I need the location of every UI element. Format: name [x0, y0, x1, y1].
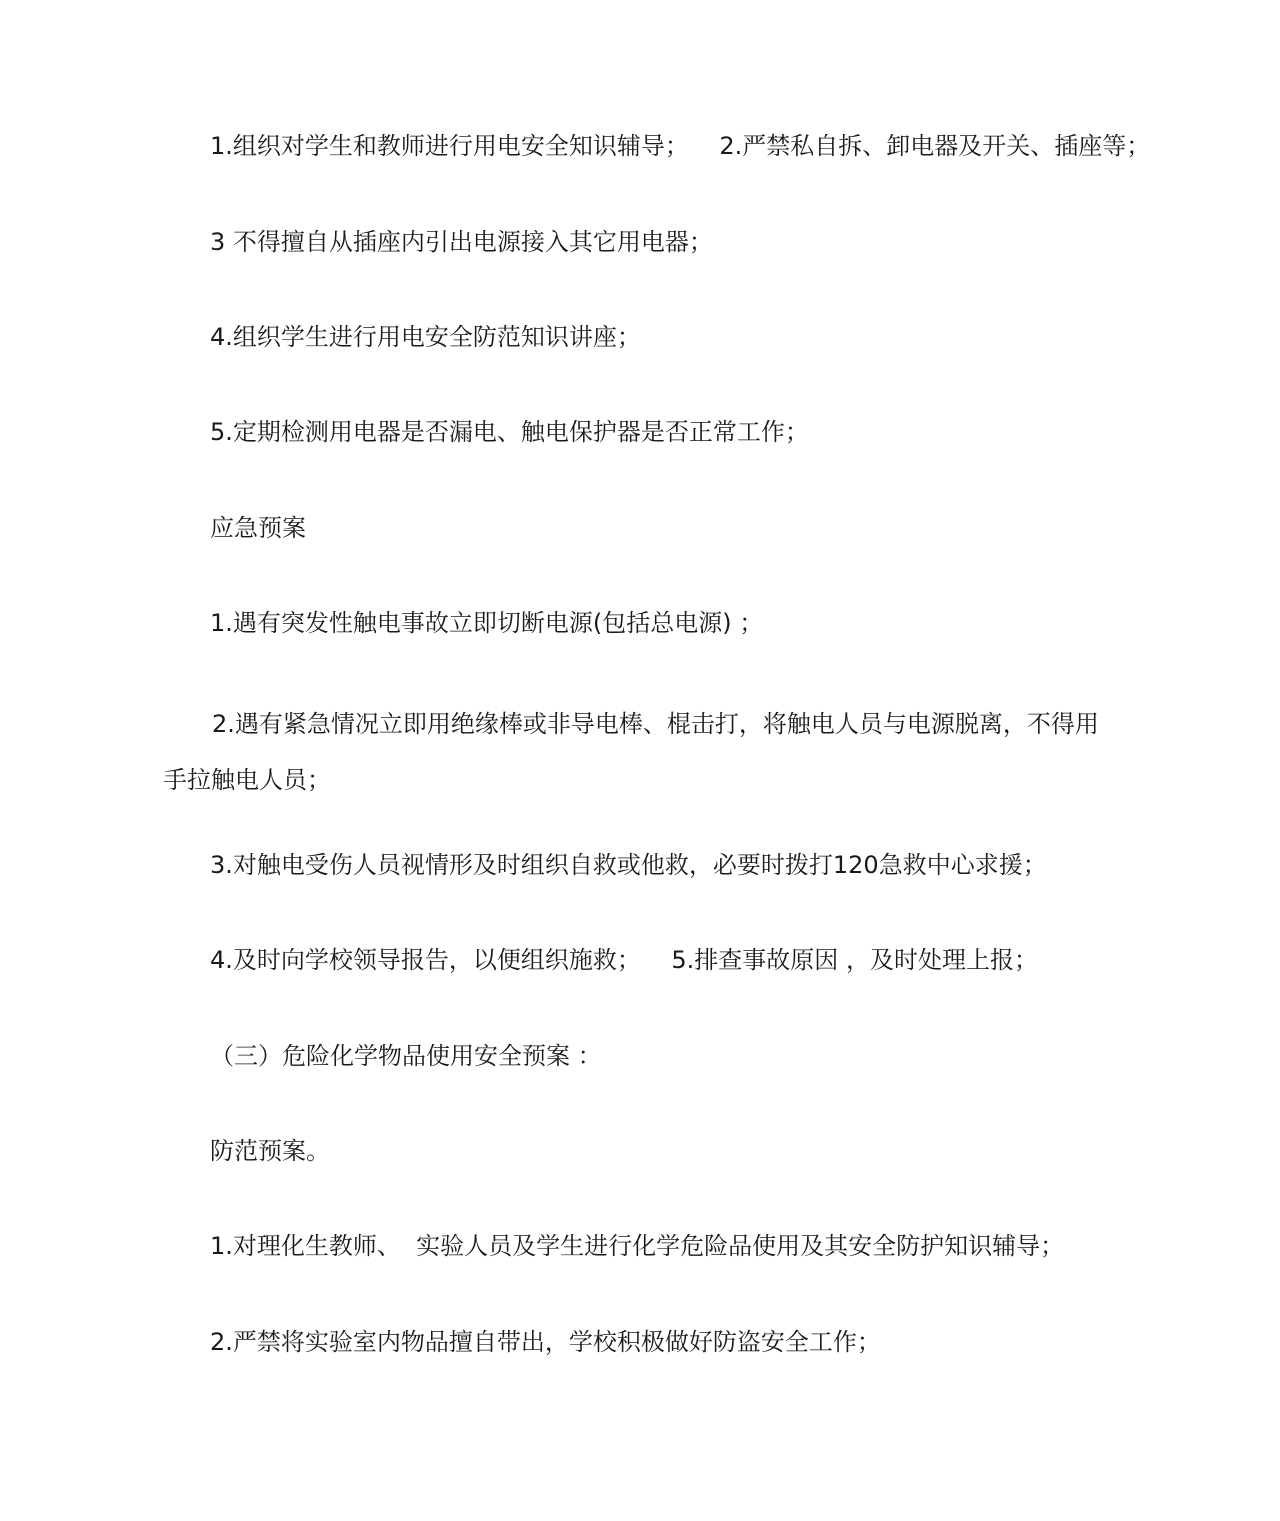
paragraph-electric-safety-3: 3 不得擅自从插座内引出电源接入其它用电器；	[210, 228, 713, 256]
paragraph-emergency-3: 3.对触电受伤人员视情形及时组织自救或他救，必要时拨打120急救中心求援；	[210, 851, 1047, 879]
section-heading-hazardous-chemicals: （三）危险化学物品使用安全预案 ：	[210, 1042, 602, 1070]
paragraph-electric-safety-5: 5.定期检测用电器是否漏电、触电保护器是否正常工作；	[210, 418, 809, 446]
paragraph-electric-safety-4: 4.组织学生进行用电安全防范知识讲座；	[210, 323, 641, 351]
paragraph-emergency-2-line-2: 手拉触电人员；	[163, 766, 331, 794]
subheading-prevention-plan: 防范预案。	[210, 1137, 330, 1165]
paragraph-emergency-2-line-1: 2.遇有紧急情况立即用绝缘棒或非导电棒、棍击打，将触电人员与电源脱离，不得用	[212, 710, 1099, 738]
paragraph-electric-safety-1-2: 1.组织对学生和教师进行用电安全知识辅导； 2.严禁私自拆、卸电器及开关、插座等；	[210, 132, 1151, 160]
paragraph-chemical-1: 1.对理化生教师、 实验人员及学生进行化学危险品使用及其安全防护知识辅导；	[210, 1232, 1065, 1260]
section-heading-emergency-plan: 应急预案	[210, 514, 306, 542]
paragraph-emergency-4-5: 4.及时向学校领导报告，以便组织施救； 5.排查事故原因 ，及时处理上报；	[210, 946, 1038, 974]
paragraph-emergency-1: 1.遇有突发性触电事故立即切断电源(包括总电源) ；	[210, 609, 764, 637]
paragraph-chemical-2: 2.严禁将实验室内物品擅自带出，学校积极做好防盗安全工作；	[210, 1328, 881, 1356]
